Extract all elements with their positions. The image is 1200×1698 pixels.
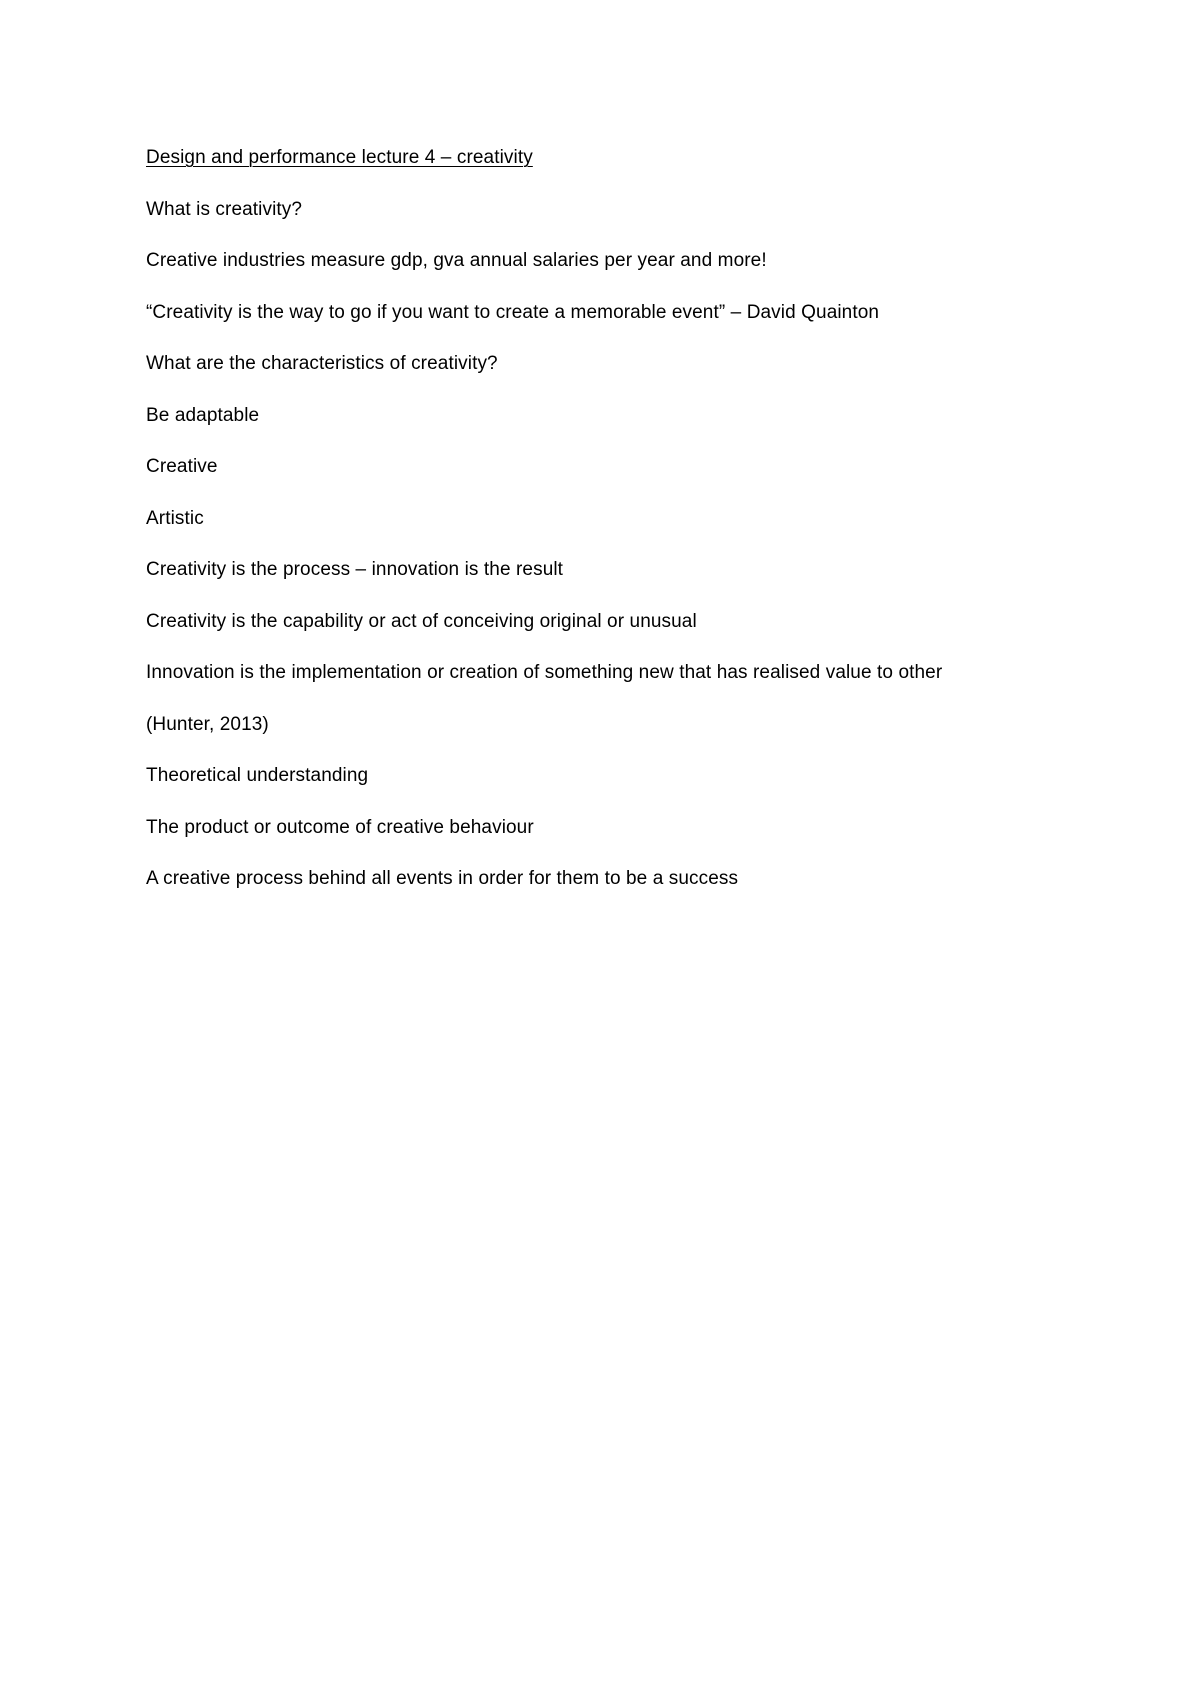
text-line: Creativity is the capability or act of conceiving original or unusual	[146, 610, 697, 632]
text-line: What are the characteristics of creativity?	[146, 353, 498, 374]
text-line: Artistic	[146, 507, 204, 529]
text-line: Creative industries measure gdp, gva annual salaries per year and more!	[146, 250, 767, 271]
text-line: Creativity is the process – innovation is the result	[146, 559, 564, 580]
text-line: Creative	[146, 456, 218, 477]
text-line: Innovation is the implementation or creation of something new that has realised value to other	[146, 662, 943, 683]
document-body	[146, 146, 1046, 919]
text-line: The product or outcome of creative behaviour	[146, 816, 534, 838]
text-line: A creative process behind all events in order for them to be a success	[146, 868, 739, 889]
text-line: Be adaptable	[146, 404, 260, 426]
document-title: Design and performance lecture 4 – creativity	[146, 147, 533, 168]
text-line: Theoretical understanding	[146, 765, 369, 786]
citation-line: (Hunter, 2013)	[146, 713, 269, 735]
quote-line: “Creativity is the way to go if you want to create a memorable event” – David Quainton	[146, 301, 880, 323]
text-line: What is creativity?	[146, 198, 303, 220]
